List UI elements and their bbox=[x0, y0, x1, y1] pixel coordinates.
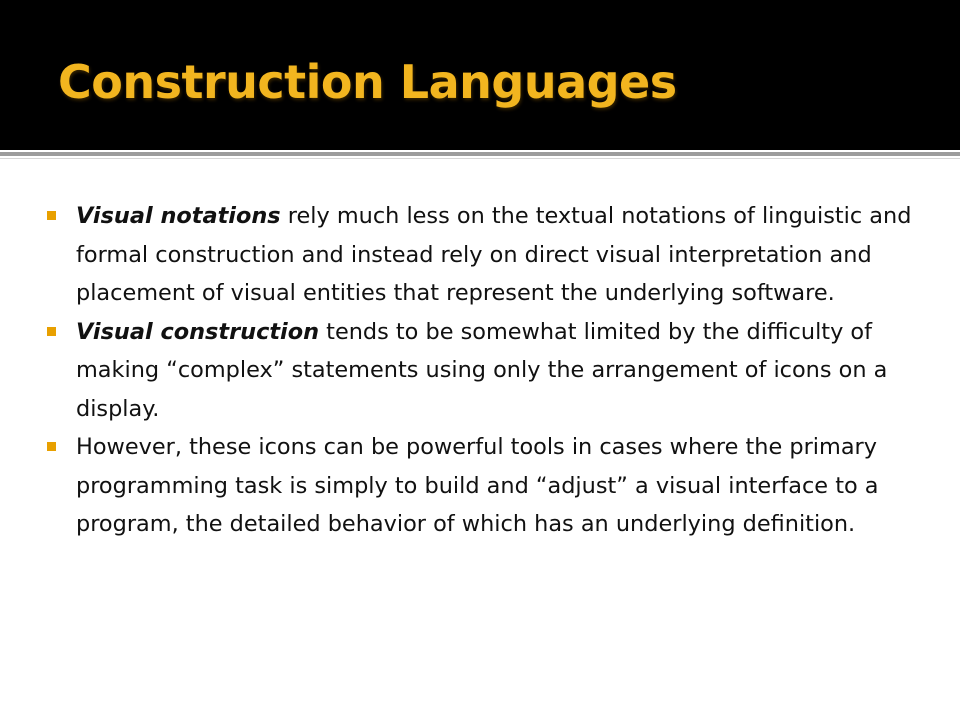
bullet-item bbox=[40, 197, 920, 313]
bullet-text: tends to be somewhat limited by the difficulty of making “complex” statements using only the arrangement of icons on a display. bbox=[76, 318, 888, 422]
bullet-text: rely much less on the textual notations of linguistic and formal construction and instead rely on direct visual interpretation and placement of visual entities that represent the underlying software. bbox=[76, 203, 912, 306]
square-bullet-icon bbox=[47, 211, 56, 220]
bullet-term: Visual notations bbox=[76, 203, 281, 229]
bullet-item bbox=[40, 313, 920, 429]
bullet-item bbox=[40, 428, 920, 544]
bullet-list bbox=[40, 197, 920, 544]
slide-title: Construction Languages bbox=[58, 55, 677, 109]
title-divider bbox=[0, 152, 960, 156]
title-divider-thin bbox=[0, 158, 960, 159]
square-bullet-icon bbox=[47, 442, 56, 451]
title-bar bbox=[0, 0, 960, 150]
square-bullet-icon bbox=[47, 327, 56, 336]
bullet-term: Visual construction bbox=[76, 318, 320, 345]
bullet-text: However, these icons can be powerful tools in cases where the primary programming task is simply to build and “adjust” a visual interface to a program, the detailed behavior of which has an underlying definition. bbox=[76, 434, 879, 537]
